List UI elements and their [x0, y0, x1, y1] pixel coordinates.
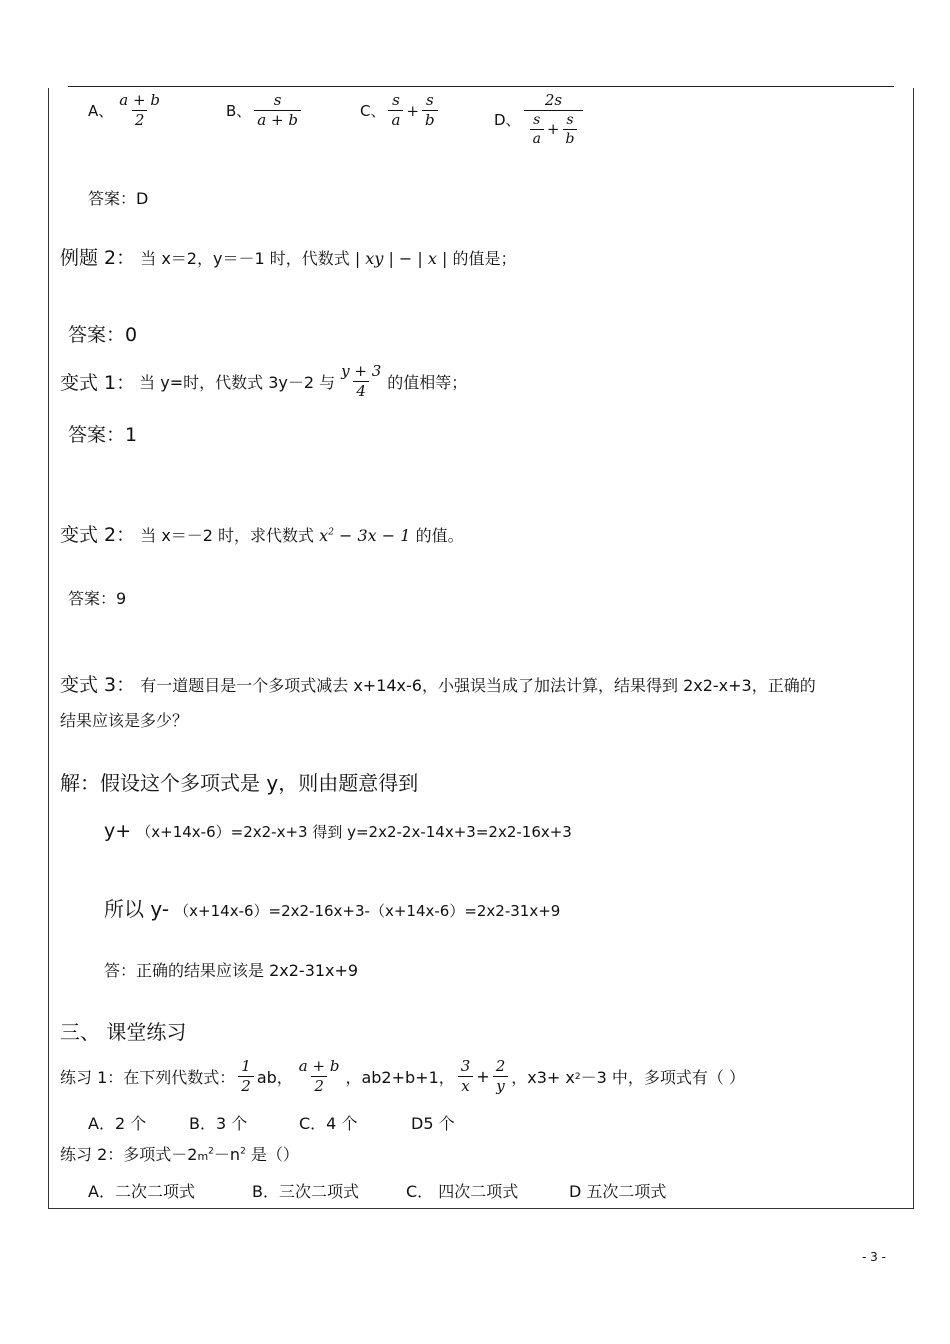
variant2-label: 变式 2： [60, 524, 136, 546]
variant1-fraction [338, 363, 384, 401]
example2-answer: 答案：0 [68, 324, 138, 346]
expr-rest: − 3x − 1 [333, 526, 411, 545]
variant2-text: 当 x＝－2 时，求代数式 [140, 526, 315, 545]
variant1-label: 变式 1： [60, 372, 136, 395]
practice2-option-d: D 五次二项式 [569, 1182, 667, 1201]
expr-base: x [319, 526, 329, 545]
variant2-text-tail: 的值。 [415, 526, 464, 545]
step2-lead: 所以 y- [104, 897, 170, 921]
practice2-tail: 是（） [245, 1145, 299, 1164]
step1-lead: y+ [104, 820, 132, 842]
practice2-lead: 练习 2：多项式－2 [60, 1145, 198, 1164]
practice1-fraction-3 [458, 1058, 474, 1096]
example2-text-tail: 的值是； [452, 249, 517, 268]
example2-text: 当 x＝2，y＝－1 时，代数式 [140, 249, 350, 268]
plus-sign: + [406, 101, 420, 120]
fraction-numerator: s [273, 91, 282, 109]
practice1-fraction-2 [296, 1058, 343, 1096]
inner-fraction-1 [530, 112, 544, 147]
fraction-denominator: 2 [311, 1076, 327, 1095]
option-a [88, 92, 166, 130]
fraction-numerator: s [425, 91, 434, 109]
option-b [226, 92, 304, 130]
fraction-denominator: y [493, 1076, 507, 1095]
practice1-option-d: D5 个 [411, 1114, 455, 1133]
variant2-answer: 答案：9 [68, 589, 127, 608]
fraction-denominator: 4 [353, 381, 369, 400]
fraction-denominator: 2 [238, 1076, 254, 1095]
inner-fraction-2 [563, 112, 578, 147]
practice1-term-2: ，ab2+b+1， [345, 1068, 455, 1088]
fraction-numerator: 2s [544, 91, 563, 109]
variant1-text: 当 y=时，代数式 3y－2 与 [139, 373, 336, 393]
variant3-text: 有一道题目是一个多项式减去 x+14x-6，小强误当成了加法计算，结果得到 2x2-x+3，正确的 [140, 676, 816, 695]
example2-line [60, 243, 517, 270]
practice1-term-1: ab， [256, 1068, 293, 1088]
option-a-fraction [116, 92, 163, 130]
example2-expression: | xy | − | x | [354, 249, 448, 268]
example2-label: 例题 2： [60, 247, 136, 269]
option-d-compound-fraction [524, 92, 584, 147]
option-c-fraction-1 [388, 92, 403, 130]
option-d [494, 92, 586, 147]
practice1-option-c: C．4 个 [299, 1114, 358, 1133]
step1-text: （x+14x-6）=2x2-x+3 得到 y=2x2-2x-14x+3=2x2-16x+3 [136, 823, 572, 841]
practice2-option-b: B．三次二项式 [252, 1182, 359, 1201]
practice2-option-c: C． 四次二项式 [406, 1182, 519, 1201]
header-rule [68, 86, 894, 87]
fraction-denominator [524, 110, 584, 147]
practice1-fraction-1 [238, 1058, 254, 1096]
fraction-numerator: a + b [298, 1057, 340, 1075]
plus-sign: + [546, 120, 560, 139]
fraction-denominator: b [422, 110, 438, 129]
practice1-term-3: ，x3+ x [511, 1068, 575, 1088]
practice1-lead: 练习 1：在下列代数式： [60, 1068, 236, 1088]
practice2-option-a: A．二次二项式 [88, 1182, 195, 1201]
solution-step-2 [104, 893, 560, 922]
option-c [360, 92, 441, 130]
variant1-text-tail: 的值相等； [387, 373, 468, 393]
practice1-line [60, 1058, 745, 1096]
practice1-term-4: －3 中，多项式有（ ） [580, 1068, 745, 1088]
section-title: 三、 课堂练习 [60, 1020, 187, 1044]
option-c-fraction-2 [422, 92, 438, 130]
option-a-label: A、 [88, 102, 114, 121]
fraction-numerator: s [566, 112, 574, 129]
practice2-m-exponent: 2 [208, 1146, 214, 1157]
solution-intro: 解：假设这个多项式是 y，则由题意得到 [60, 771, 419, 795]
variant2-line [60, 520, 464, 547]
fraction-numerator: 1 [241, 1057, 251, 1075]
practice1-fraction-4 [493, 1058, 509, 1096]
practice2-line [60, 1142, 299, 1165]
variant1-line [60, 363, 467, 401]
solution-step-1 [104, 820, 572, 842]
fraction-numerator: s [392, 91, 400, 109]
fraction-denominator: x [458, 1076, 472, 1095]
option-c-label: C、 [360, 102, 386, 121]
plus-sign: + [476, 1067, 490, 1087]
option-d-label: D、 [494, 111, 521, 130]
practice1-option-b: B．3 个 [189, 1114, 248, 1133]
practice2-n-exponent: 2 [240, 1146, 246, 1157]
variant3-label: 变式 3： [60, 674, 136, 696]
fraction-numerator: s [533, 112, 541, 129]
solution-answer: 答：正确的结果应该是 2x2-31x+9 [104, 961, 359, 980]
option-b-fraction [254, 92, 301, 130]
fraction-denominator: a [388, 110, 403, 129]
practice2-m: m [197, 1150, 209, 1163]
variant3-line-2: 结果应该是多少？ [60, 711, 189, 730]
variant3-line-1 [60, 670, 816, 697]
page-number: - 3 - [862, 1250, 886, 1264]
fraction-denominator: a [530, 129, 544, 147]
fraction-denominator: a + b [254, 110, 301, 129]
fraction-denominator: b [563, 129, 578, 147]
fraction-denominator: 2 [132, 110, 148, 129]
fraction-numerator: 3 [460, 1057, 471, 1075]
practice1-option-a: A．2 个 [88, 1114, 147, 1133]
expr-exponent: 2 [328, 527, 334, 538]
practice2-mid: －n [213, 1145, 241, 1164]
mcq-answer: 答案：D [88, 189, 149, 208]
practice1-exponent: 2 [574, 1071, 581, 1082]
fraction-numerator: a + b [119, 91, 160, 109]
step2-text: （x+14x-6）=2x2-16x+3-（x+14x-6）=2x2-31x+9 [174, 902, 561, 920]
variant2-expression [319, 526, 410, 545]
fraction-numerator: y + 3 [341, 362, 382, 380]
option-b-label: B、 [226, 102, 252, 121]
fraction-numerator: 2 [495, 1057, 506, 1075]
variant1-answer: 答案：1 [68, 424, 138, 446]
